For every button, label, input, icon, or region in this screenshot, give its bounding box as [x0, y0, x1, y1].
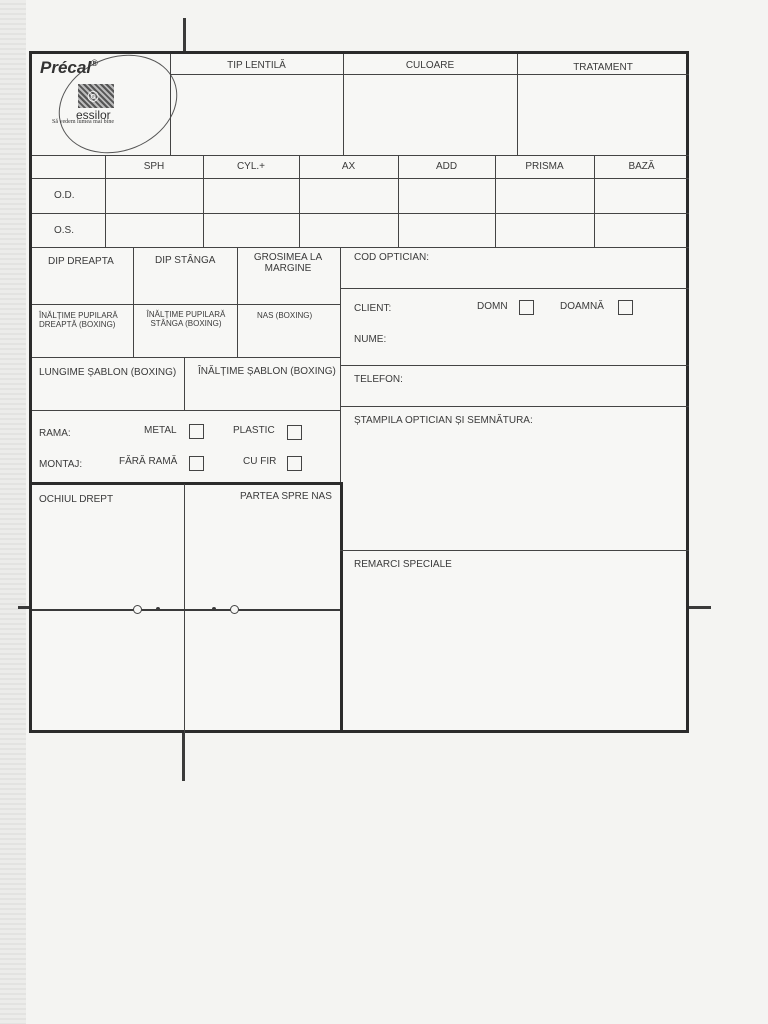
ax-header: AX — [341, 161, 356, 172]
dip-dreapta-label: DIP DREAPTA — [48, 256, 114, 267]
os-prisma-cell[interactable] — [496, 214, 594, 247]
metal-label: METAL — [144, 425, 177, 436]
add-header: ADD — [435, 161, 458, 172]
stampila-field[interactable] — [341, 428, 689, 550]
horizontal-axis — [32, 609, 340, 611]
nas-field[interactable] — [238, 324, 340, 357]
logo-area — [32, 54, 170, 155]
baza-header: BAZĂ — [628, 161, 655, 172]
right-eye-center-marker — [133, 605, 142, 614]
od-ax-cell[interactable] — [300, 179, 398, 213]
nume-field[interactable] — [392, 326, 688, 362]
lungime-sablon-field[interactable] — [33, 382, 184, 410]
axis-tick-2 — [212, 607, 216, 611]
stampila-label: ȘTAMPILA OPTICIAN ȘI SEMNĂTURA: — [354, 415, 533, 426]
cyl-header: CYL.+ — [236, 161, 266, 172]
tip-lentila-header: TIP LENTILĂ — [227, 60, 286, 71]
crop-mark-right — [689, 606, 711, 609]
precal-logo: Précal® — [40, 58, 98, 77]
dip-stanga-label: DIP STÂNGA — [155, 255, 216, 266]
telefon-label: TELEFON: — [354, 374, 403, 385]
cod-optician-label: COD OPTICIAN: — [354, 252, 430, 263]
doamna-label: DOAMNĂ — [560, 301, 604, 312]
dip-dreapta-field[interactable] — [33, 270, 133, 304]
scan-edge-noise — [0, 0, 26, 1024]
grosimea-field[interactable] — [238, 278, 340, 304]
inaltime-sablon-field[interactable] — [185, 382, 340, 410]
lungime-sablon-label: LUNGIME ȘABLON (BOXING) — [39, 367, 177, 378]
crop-mark-bottom — [182, 733, 185, 781]
remarci-field[interactable] — [341, 572, 689, 732]
cu-fir-checkbox[interactable] — [287, 456, 302, 471]
od-row-label: O.D. — [54, 190, 75, 201]
remarci-label: REMARCI SPECIALE — [354, 559, 452, 570]
os-baza-cell[interactable] — [595, 214, 689, 247]
os-row-label: O.S. — [54, 225, 75, 236]
lens-drawing-box[interactable] — [29, 482, 343, 733]
os-cyl-cell[interactable] — [204, 214, 299, 247]
inaltime-stanga-field[interactable] — [134, 334, 237, 357]
crop-mark-top — [183, 18, 186, 52]
od-add-cell[interactable] — [399, 179, 495, 213]
inaltime-sablon-label: ÎNĂLȚIME ȘABLON (BOXING) — [198, 366, 336, 377]
sph-header: SPH — [143, 161, 165, 172]
domn-label: DOMN — [477, 301, 508, 312]
culoare-header: CULOARE — [405, 60, 455, 71]
telefon-field[interactable] — [407, 368, 688, 404]
inaltime-dreapta-label: ÎNĂLȚIME PUPILARĂ DREAPTĂ (BOXING) — [39, 311, 118, 329]
essilor-wordmark: essilor — [76, 108, 111, 122]
metal-checkbox[interactable] — [189, 424, 204, 439]
culoare-field[interactable] — [344, 75, 517, 155]
grosimea-label: GROSIMEA LA MARGINE — [253, 252, 323, 274]
od-sph-cell[interactable] — [106, 179, 203, 213]
os-add-cell[interactable] — [399, 214, 495, 247]
nume-label: NUME: — [354, 334, 387, 345]
essilor-swirl-icon: ◎ — [87, 87, 100, 103]
od-prisma-cell[interactable] — [496, 179, 594, 213]
fara-rama-checkbox[interactable] — [189, 456, 204, 471]
domn-checkbox[interactable] — [519, 300, 534, 315]
order-form — [29, 51, 689, 733]
os-ax-cell[interactable] — [300, 214, 398, 247]
partea-spre-nas-label: PARTEA SPRE NAS — [240, 491, 332, 502]
doamna-checkbox[interactable] — [618, 300, 633, 315]
tratament-field[interactable] — [518, 75, 689, 155]
ochiul-drept-label: OCHIUL DREPT — [39, 494, 114, 505]
prisma-header: PRISMA — [525, 161, 564, 172]
axis-tick-1 — [156, 607, 160, 611]
od-cyl-cell[interactable] — [204, 179, 299, 213]
plastic-checkbox[interactable] — [287, 425, 302, 440]
inaltime-stanga-label: ÎNĂLȚIME PUPILARĂ STÂNGA (BOXING) — [146, 310, 226, 328]
montaj-label: MONTAJ: — [39, 459, 83, 470]
cu-fir-label: CU FIR — [243, 456, 277, 467]
plastic-label: PLASTIC — [233, 425, 275, 436]
os-sph-cell[interactable] — [106, 214, 203, 247]
client-label: CLIENT: — [354, 303, 392, 314]
nas-label: NAS (BOXING) — [257, 311, 313, 320]
od-baza-cell[interactable] — [595, 179, 689, 213]
tratament-header: TRATAMENT — [573, 62, 633, 73]
fara-rama-label: FĂRĂ RAMĂ — [119, 456, 178, 467]
essilor-slogan: Să vedem lumea mai bine — [52, 119, 114, 125]
cod-optician-field[interactable] — [341, 266, 689, 288]
tip-lentila-field[interactable] — [171, 75, 343, 155]
dip-stanga-field[interactable] — [134, 270, 237, 304]
nasal-marker — [230, 605, 239, 614]
inaltime-dreapta-field[interactable] — [33, 334, 133, 357]
rama-label: RAMA: — [39, 428, 71, 439]
